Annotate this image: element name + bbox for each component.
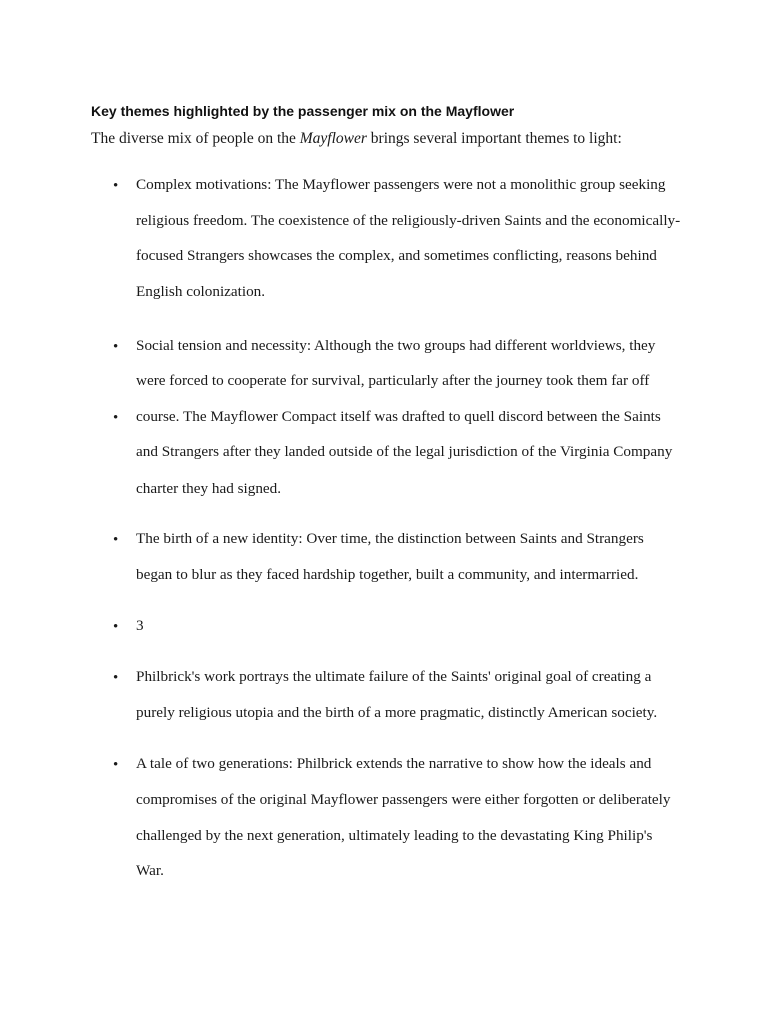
intro-italic-title: Mayflower	[299, 130, 367, 147]
bullet-marker: •	[113, 339, 119, 355]
list-item-line: religious freedom. The coexistence of the religiously-driven Saints and the economically-	[136, 212, 681, 229]
list-item-line: were forced to cooperate for survival, particularly after the journey took them far off	[136, 372, 650, 389]
intro-paragraph	[91, 130, 622, 148]
intro-text-after: brings several important themes to light:	[366, 130, 622, 147]
bullet-marker: •	[113, 410, 119, 426]
list-item-line: War.	[136, 862, 164, 879]
list-item-line: English colonization.	[136, 283, 266, 300]
list-item-line: Philbrick's work portrays the ultimate failure of the Saints' original goal of creating a	[136, 668, 652, 685]
list-item-line: began to blur as they faced hardship together, built a community, and intermarried.	[136, 566, 639, 583]
list-item-line: challenged by the next generation, ultimately leading to the devastating King Philip's	[136, 827, 653, 844]
list-item-line: purely religious utopia and the birth of a more pragmatic, distinctly American society.	[136, 704, 658, 721]
list-item-line: Complex motivations: The Mayflower passengers were not a monolithic group seeking	[136, 176, 666, 193]
list-item-line: The birth of a new identity: Over time, the distinction between Saints and Strangers	[136, 530, 644, 547]
list-item-line: charter they had signed.	[136, 480, 282, 497]
intro-text-before: The diverse mix of people on the	[91, 130, 300, 147]
list-item-line: Social tension and necessity: Although the two groups had different worldviews, they	[136, 337, 656, 354]
list-item-line: compromises of the original Mayflower passengers were either forgotten or deliberately	[136, 791, 671, 808]
list-item-line: A tale of two generations: Philbrick extends the narrative to show how the ideals and	[136, 755, 652, 772]
bullet-marker: •	[113, 757, 119, 773]
list-item-line: course. The Mayflower Compact itself was drafted to quell discord between the Saints	[136, 408, 661, 425]
bullet-marker: •	[113, 619, 119, 635]
bullet-marker: •	[113, 532, 119, 548]
list-item-line: focused Strangers showcases the complex, and sometimes conflicting, reasons behind	[136, 247, 657, 264]
list-item-line: and Strangers after they landed outside of the legal jurisdiction of the Virginia Company	[136, 443, 673, 460]
bullet-marker: •	[113, 178, 119, 194]
list-item-line: 3	[136, 617, 144, 634]
section-heading: Key themes highlighted by the passenger mix on the Mayflower	[91, 103, 515, 119]
bullet-marker: •	[113, 670, 119, 686]
